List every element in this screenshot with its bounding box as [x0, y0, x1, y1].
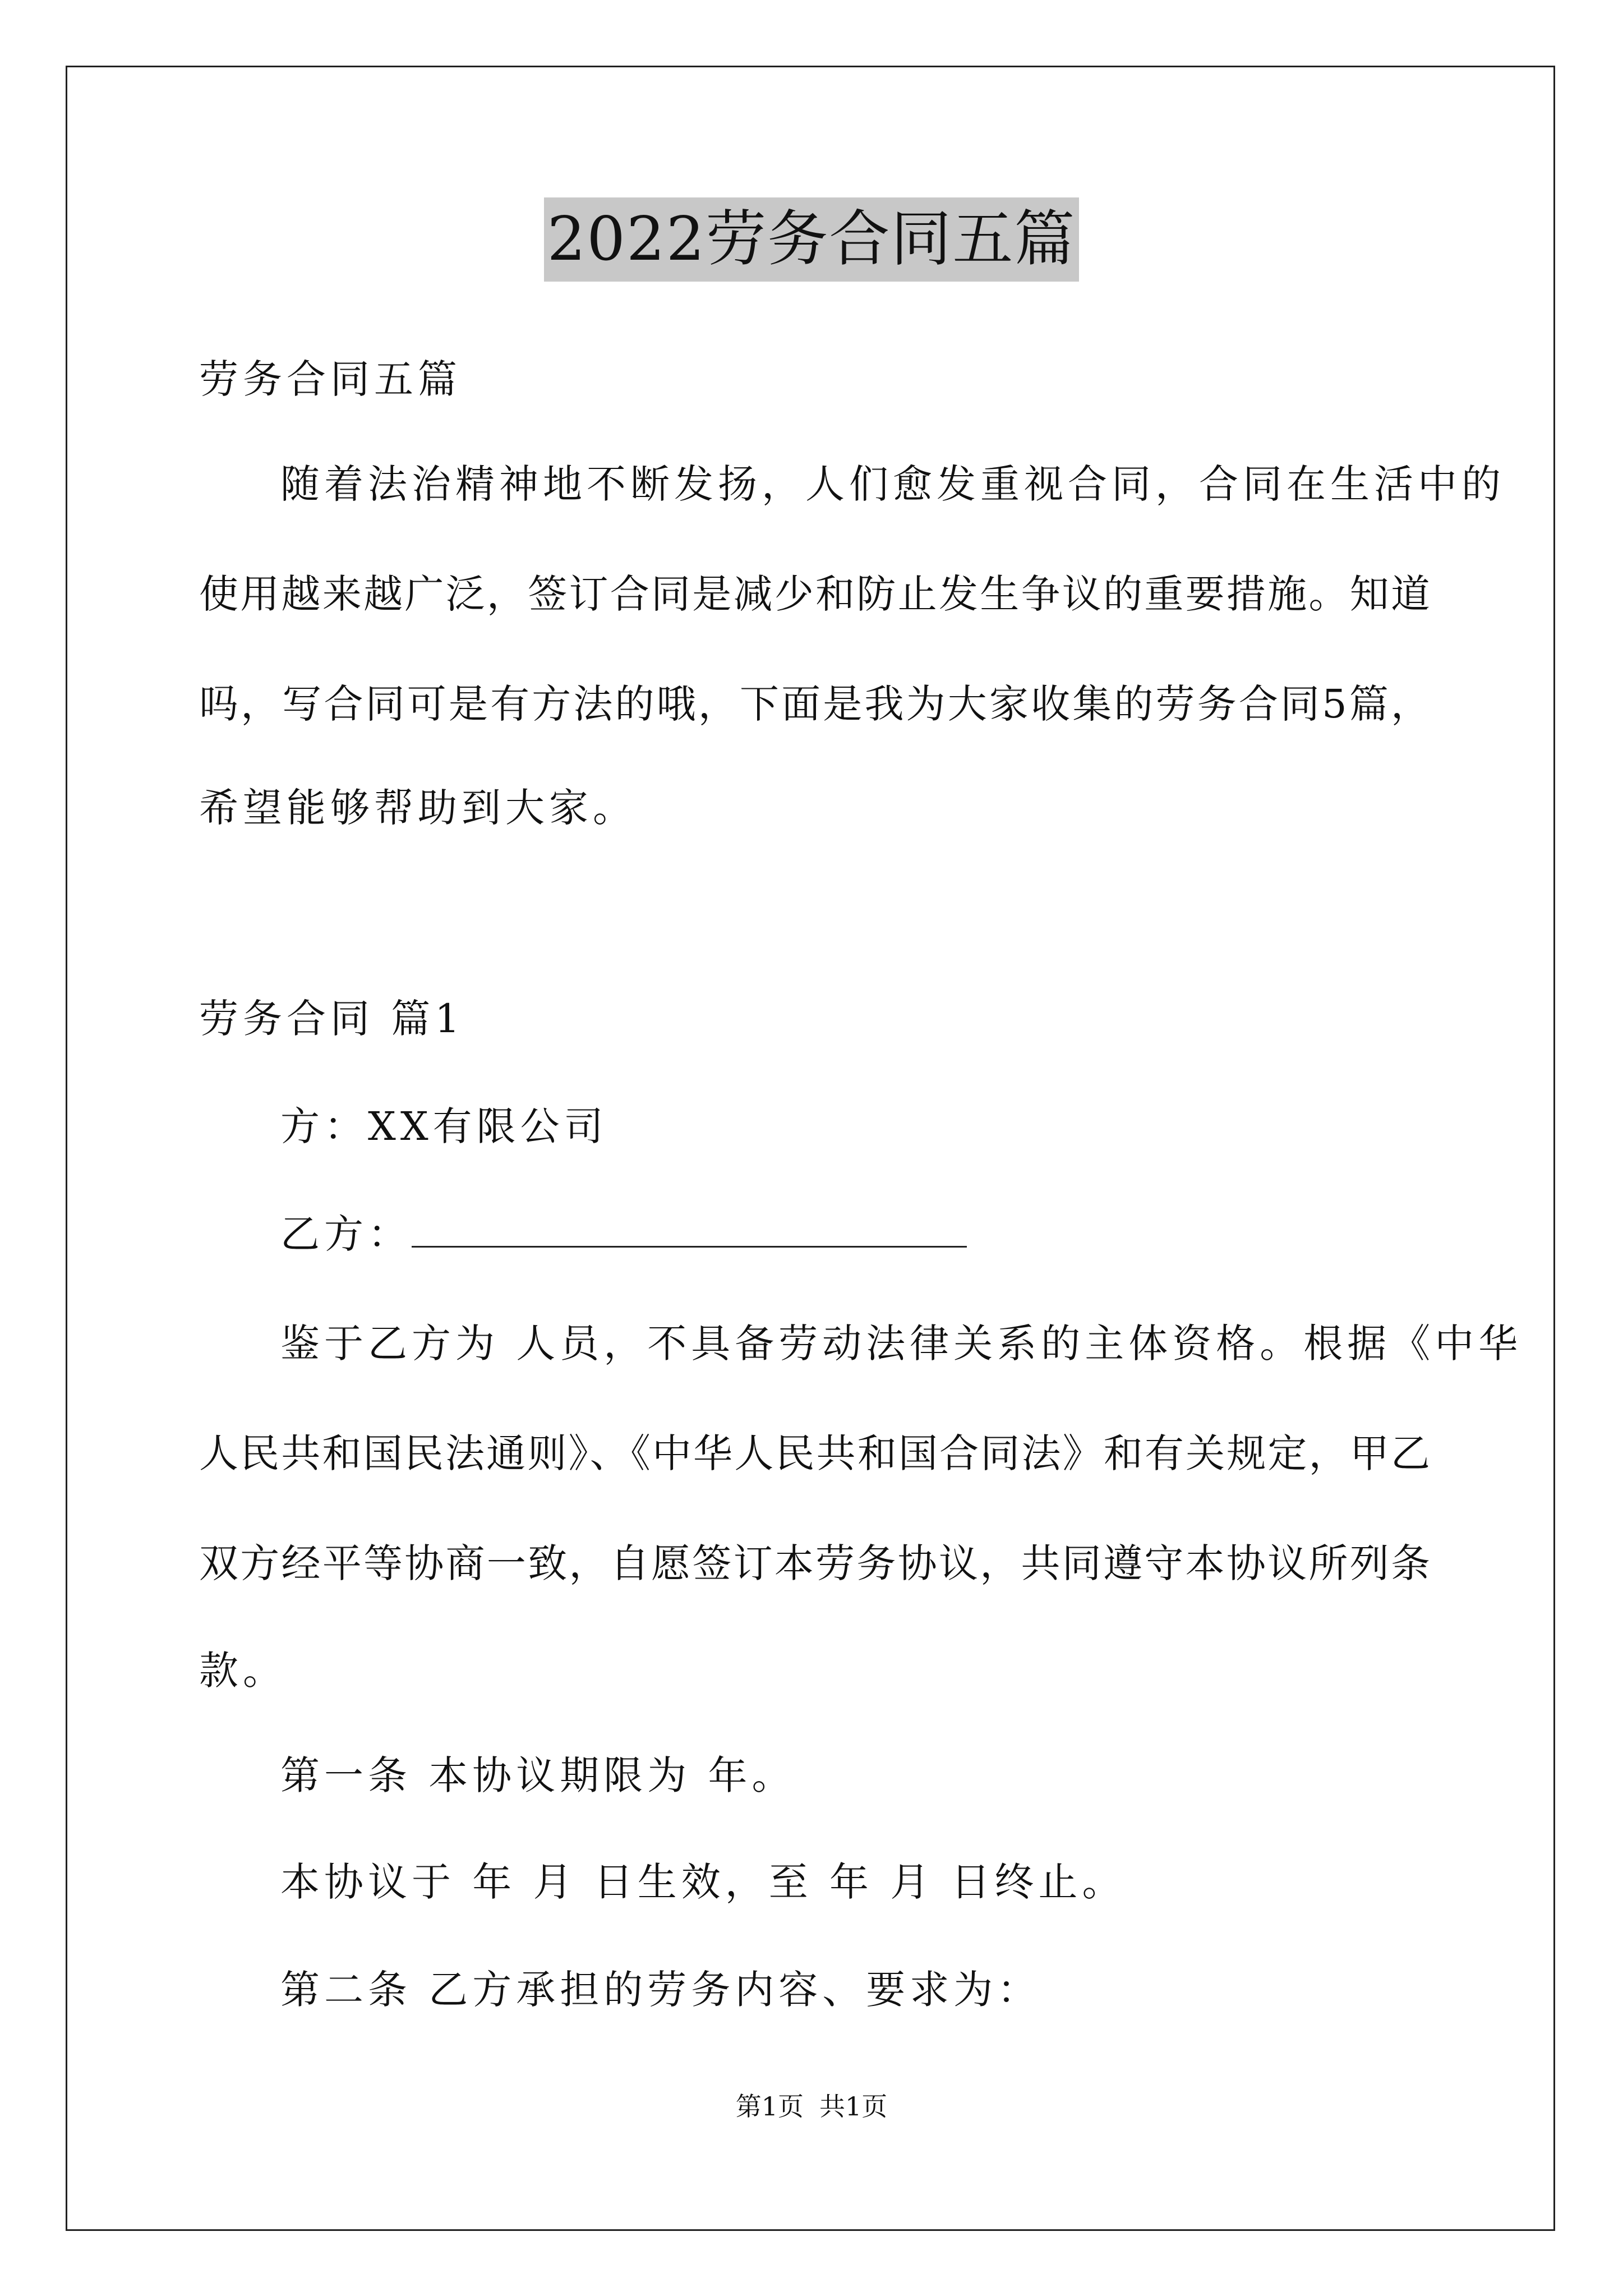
article-2: 第二条 乙方承担的劳务内容、要求为： — [280, 1967, 1041, 2013]
party-b-label: 乙方： — [280, 1211, 412, 1257]
page-footer — [0, 2090, 1623, 2123]
intro-line-2: 使用越来越广泛，签订合同是减少和防止发生争议的重要措施。知道 — [199, 571, 1430, 617]
page-number: 第1页 — [735, 2091, 804, 2122]
article-1-detail: 本协议于 年 月 日生效，至 年 月 日终止。 — [280, 1859, 1126, 1905]
document-title: 2022劳务合同五篇 — [544, 197, 1080, 282]
preamble-line-4: 款。 — [199, 1648, 287, 1694]
preamble-line-2: 人民共和国民法通则》、《中华人民共和国合同法》和有关规定，甲乙 — [199, 1430, 1430, 1476]
intro-line-4: 希望能够帮助到大家。 — [199, 785, 637, 831]
party-b-blank — [412, 1211, 967, 1248]
article-1: 第一条 本协议期限为 年。 — [280, 1752, 796, 1798]
preamble-line-3: 双方经平等协商一致，自愿签订本劳务协议，共同遵守本协议所列条 — [199, 1540, 1430, 1586]
party-b-line — [280, 1206, 967, 1262]
preamble-line-1: 鉴于乙方为 人员，不具备劳动法律关系的主体资格。根据《中华 — [280, 1320, 1523, 1366]
page-total: 共1页 — [819, 2091, 888, 2122]
intro-line-3: 吗，写合同可是有方法的哦，下面是我为大家收集的劳务合同5篇， — [199, 681, 1430, 727]
section-heading: 劳务合同 篇1 — [199, 996, 464, 1042]
party-a-line: 方：XX有限公司 — [280, 1103, 608, 1149]
document-subtitle: 劳务合同五篇 — [199, 356, 462, 402]
intro-line-1: 随着法治精神地不断发扬，人们愈发重视合同，合同在生活中的 — [280, 461, 1505, 507]
title-container — [0, 197, 1623, 282]
